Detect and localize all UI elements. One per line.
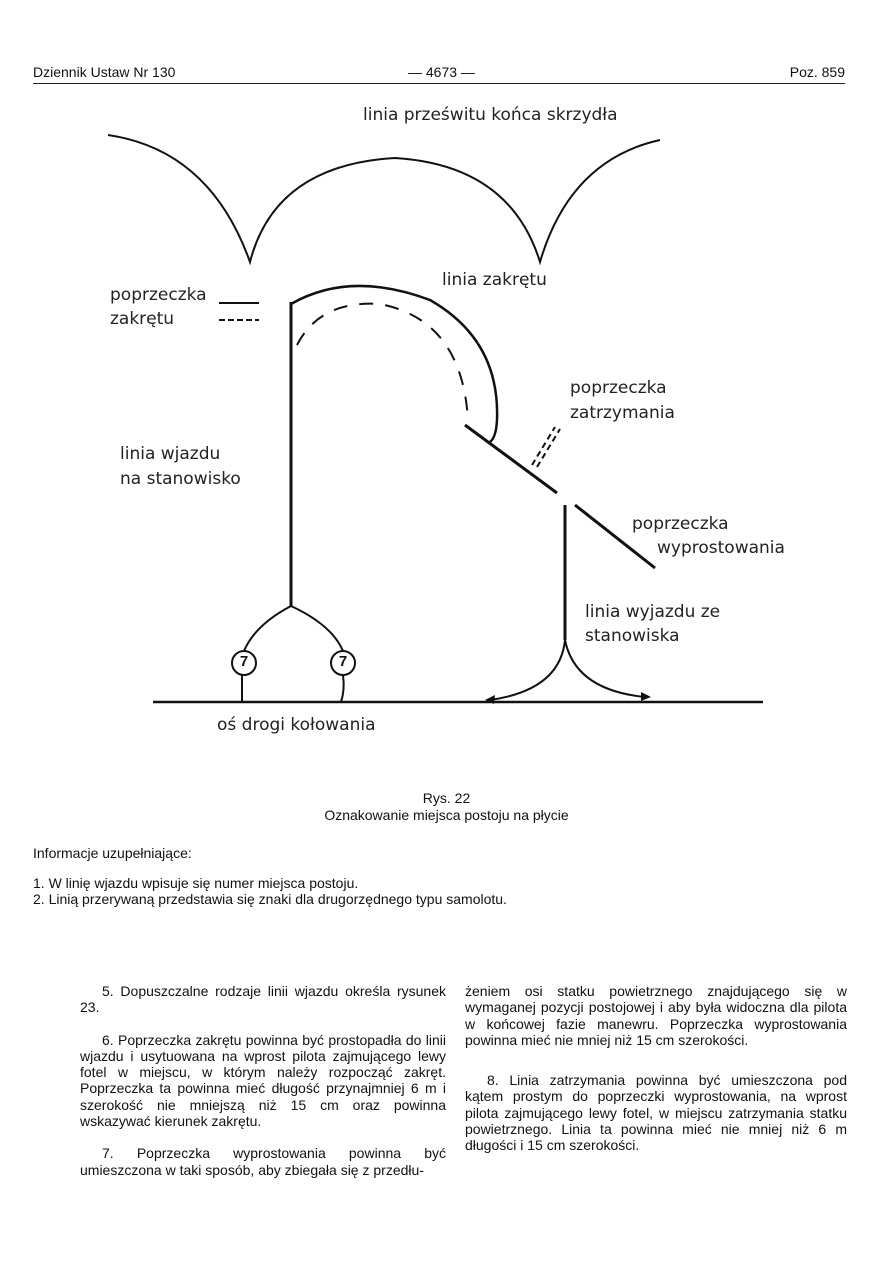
arrow-head-right-icon [641,692,651,701]
paragraph-5: 5. Dopuszczalne rodzaje linii wjazdu określa rysunek 23. [80,983,446,1016]
label-stop-bar-1: poprzeczka [570,378,667,398]
label-taxiway: oś drogi kołowania [217,715,376,735]
label-alignment-bar-2: wyprostowania [657,538,785,558]
stop-bar-2 [537,429,560,467]
paragraph-6: 6. Poprzeczka zakrętu powinna być prostopadła do linii wjazdu i usytuowana na wprost pilota zajmującego lewy fotel w miejscu, w którym należy rozpocząć zakręt. Poprzeczka ta powinna mieć długość przynajmniej 6 m i szerokość nie mniejszą niż 15 cm oraz powinna wskazywać kierunek zakrętu. [80,1031,446,1130]
stop-bar [532,427,555,465]
paragraph-7: 7. Poprzeczka wyprostowania powinna być umieszczona w taki sposób, aby zbiegała się z przedłu- [80,1145,446,1178]
paragraph-8: 8. Linia zatrzymania powinna być umieszczona pod kątem prostym do poprzeczki wyprostowania, na wprost pilota zajmującego lewy fotel, w miejscu zatrzymania statku powietrznego. Linia ta powinna mieć nie mniej niż 6 m długości i 15 cm szerokości. [465,1072,847,1154]
label-stop-bar-2: zatrzymania [570,403,675,423]
figure-title: Oznakowanie miejsca postoju na płycie [324,807,569,823]
stand-number-right: 7 [338,653,348,670]
wingtip-clearance-line [108,135,660,262]
paragraph-7-cont: żeniem osi statku powietrznego znajdującego się w wymaganej pozycji postojowej i aby była widoczna dla pilota w końcowej fazie manewru. Poprzeczka wyprostowania powinna mieć nie mniej niż 15 cm szerokości. [465,983,847,1048]
header-page-number: — 4673 — [408,64,475,80]
turn-line [291,286,497,443]
label-turn-bar-1: poprzeczka [110,285,207,305]
note-item: 1. W linię wjazdu wpisuje się numer miejsca postoju. [33,875,359,891]
body-left-column [80,983,446,1194]
lead-out-left-arrow-line [490,640,565,700]
label-lead-out-1: linia wyjazdu ze [585,602,721,622]
notes-heading: Informacje uzupełniające: [33,845,192,861]
body-right-column [465,983,847,1170]
label-alignment-bar-1: poprzeczka [632,514,729,534]
lead-out-right-arrow-line [565,640,645,697]
label-lead-in-2: na stanowisko [120,469,241,489]
label-lead-in-1: linia wjazdu [120,444,221,464]
label-turn-line: linia zakrętu [442,270,547,290]
turn-line-dashed [297,304,468,420]
header-position: Poz. 859 [789,64,845,80]
figure-number: Rys. 22 [422,790,471,806]
header-journal: Dziennik Ustaw Nr 130 [33,64,176,80]
stand-number-left: 7 [239,653,249,670]
note-item: 2. Linią przerywaną przedstawia się znaki dla drugorzędnego typu samolotu. [33,891,507,907]
label-turn-bar-2: zakrętu [110,309,175,329]
turn-to-stand-line [465,425,557,493]
label-lead-out-2: stanowiska [585,626,680,646]
lead-in-branch-right [291,606,343,651]
label-wingtip: linia prześwitu końca skrzydła [363,105,618,125]
lead-in-branch-left [244,606,291,651]
stand-link-right [341,675,344,702]
